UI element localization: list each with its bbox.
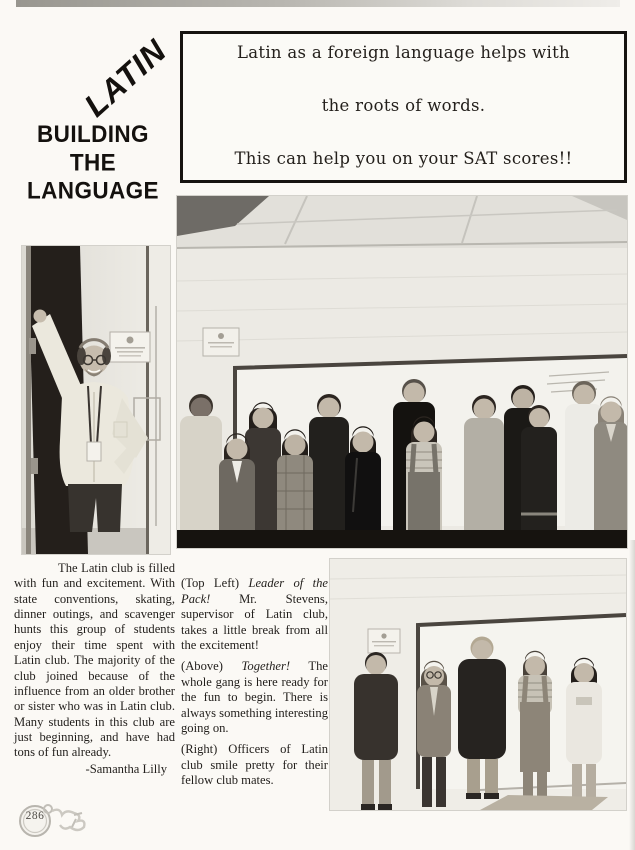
article bbox=[14, 561, 175, 777]
banner-line-1: Latin as a foreign language helps with bbox=[237, 43, 570, 62]
caption-prefix: (Above) bbox=[181, 659, 223, 673]
quote-banner bbox=[180, 31, 627, 183]
banner-line-3: This can help you on your SAT scores!! bbox=[234, 149, 573, 168]
officers-photo-art bbox=[330, 559, 626, 810]
caption-top-left bbox=[181, 576, 328, 654]
caption-title: Together! bbox=[241, 659, 291, 673]
caption-body: Officers of Latin club smile pretty for their fellow club mates. bbox=[181, 742, 328, 788]
wall-sign bbox=[203, 328, 239, 356]
wall-sign bbox=[110, 332, 150, 362]
page-number: 286 bbox=[25, 810, 45, 822]
wall-sign bbox=[368, 629, 400, 653]
heading-line-3: LANGUAGE bbox=[27, 177, 159, 204]
banner-line-2: the roots of words. bbox=[321, 96, 486, 115]
page-heading bbox=[12, 120, 174, 205]
club-title bbox=[28, 26, 174, 126]
teacher-photo-art bbox=[22, 246, 170, 554]
scan-artifact-right bbox=[629, 540, 635, 850]
caption-body: The whole gang is here ready for the fun to begin. There is always something interesting going on. bbox=[181, 659, 328, 736]
teacher-photo bbox=[22, 246, 170, 554]
article-body: The Latin club is filled with fun and excitement. With state conventions, skating, dinner outings, and scavenger hunts this group of students enjoy their time spent with Latin club. The majority of the club joined because of the influence from an older brother or sister who was in Latin club. Many students in this club are just beginning, and have had tons of fun already. bbox=[14, 561, 175, 760]
caption-body: Mr. Stevens, supervisor of Latin club, takes a little break from all the excitement! bbox=[181, 591, 328, 653]
group-photo-art bbox=[177, 196, 627, 548]
caption-title: Leader of the Pack! bbox=[181, 576, 328, 606]
scan-artifact-top bbox=[16, 0, 620, 7]
article-byline: -Samantha Lilly bbox=[85, 761, 167, 776]
group-photo bbox=[177, 196, 627, 548]
club-title-text: LATIN bbox=[77, 32, 174, 124]
officers-photo bbox=[330, 559, 626, 810]
caption-prefix: (Top Left) bbox=[181, 576, 240, 590]
heading-line-2: THE bbox=[69, 149, 117, 176]
caption-right bbox=[181, 742, 328, 789]
page-number-ornament bbox=[12, 797, 112, 845]
heading-line-1: BUILDING bbox=[37, 121, 149, 148]
caption-above bbox=[181, 659, 328, 737]
caption-prefix: (Right) bbox=[181, 742, 218, 756]
ceiling bbox=[177, 196, 627, 248]
